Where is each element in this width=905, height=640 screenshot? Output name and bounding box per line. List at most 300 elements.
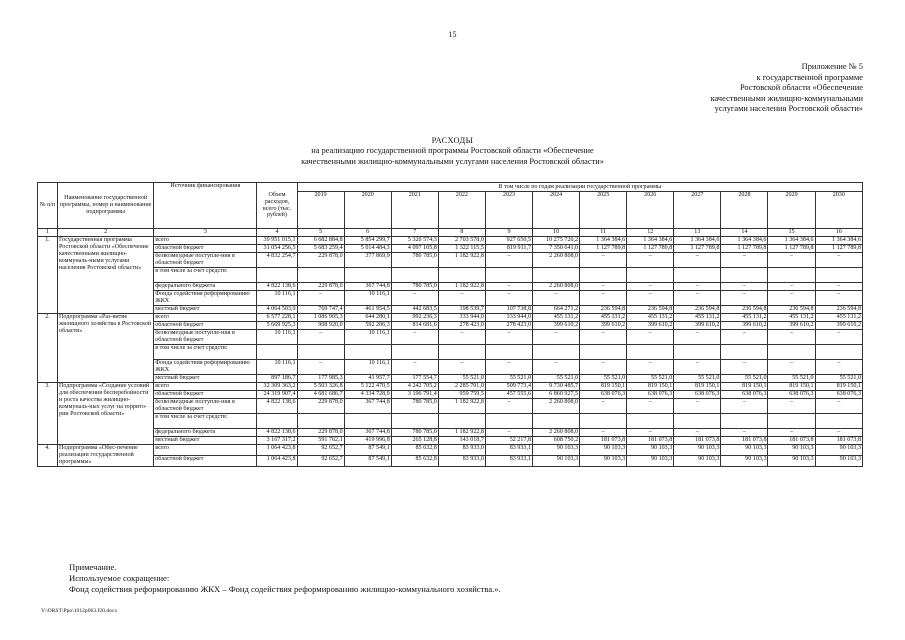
year-cell: 236 594,8 [627,306,674,314]
total-cell: 39 951 015,1 [257,237,297,245]
table-row [38,429,863,437]
year-cell: 992 236,3 [391,314,438,322]
column-index: 3 [154,229,257,237]
year-cell: 90 103,3 [580,455,627,466]
year-cell: – [485,360,532,375]
table-row [38,375,863,383]
year-cell: 85 632,8 [391,445,438,456]
year-cell: 442 683,5 [391,306,438,314]
year-cell: 4 242 705,2 [391,383,438,391]
funding-source: в том числе за счет средств: [154,414,257,429]
year-cell: – [768,330,815,345]
year-cell: – [721,360,768,375]
year-header: 2023 [485,192,532,229]
year-cell: 229 878,0 [297,399,344,414]
year-cell: 2 260 808,0 [533,399,580,414]
year-cell [768,345,815,360]
column-index: 12 [627,229,674,237]
year-cell: 181 073,8 [580,437,627,445]
year-cell: – [815,330,862,345]
year-cell: 229 878,0 [297,283,344,291]
year-cell: 1 364 384,6 [768,237,815,245]
year-cell: 5 683 259,4 [297,245,344,253]
funding-source: безвозмездные поступле-ния в областной бюджет [154,399,257,414]
table-row [38,283,863,291]
year-cell: – [721,429,768,437]
year-cell: – [721,283,768,291]
year-cell [438,268,485,283]
year-cell: 90 103,3 [768,455,815,466]
year-cell [580,268,627,283]
year-cell [721,345,768,360]
year-cell: – [438,360,485,375]
year-cell: 455 131,2 [768,314,815,322]
year-cell: – [627,283,674,291]
year-cell: 377 869,9 [344,253,391,268]
year-cell: 638 076,3 [768,391,815,399]
year-cell: 638 076,3 [674,391,721,399]
total-cell: 4 822 138,6 [257,399,297,414]
year-cell: 55 521,0 [438,375,485,383]
note-block [69,562,501,596]
year-cell: 55 521,0 [768,375,815,383]
year-cell: 780 785,0 [391,283,438,291]
funding-source: местный бюджет [154,437,257,445]
year-cell: – [768,399,815,414]
column-index: 14 [721,229,768,237]
year-cell: 265 128,8 [391,437,438,445]
year-cell: 229 878,0 [297,253,344,268]
year-cell: 55 521,0 [627,375,674,383]
year-cell: 2 260 808,0 [533,253,580,268]
table-row [38,437,863,445]
note-abbrev-text: Фонд содействия реформированию ЖКХ – Фонд содействия реформированию жилищно-коммунального хозяйства.». [69,584,501,595]
year-cell: 1 364 384,6 [674,237,721,245]
appendix-line: услугами населения Ростовской области» [714,104,863,114]
column-index: 7 [391,229,438,237]
year-cell: 1 086 905,3 [297,314,344,322]
total-cell: 4 064 503,9 [257,306,297,314]
year-cell: 819 150,1 [674,383,721,391]
column-index: 15 [768,229,815,237]
year-cell: 5 854 299,7 [344,237,391,245]
year-cell: 92 652,7 [297,455,344,466]
year-cell: – [721,253,768,268]
year-cell: 143 018,7 [438,437,485,445]
year-cell: – [533,291,580,306]
header-by-year: В том числе по годам реализации государственной программы [297,183,862,192]
column-index: 8 [438,229,485,237]
year-cell: 6 860 927,5 [533,391,580,399]
year-cell: – [297,330,344,345]
year-cell: 399 610,2 [815,322,862,330]
column-index: 5 [297,229,344,237]
year-cell: 4 334 728,9 [344,391,391,399]
year-cell: 780 785,0 [391,399,438,414]
year-cell: 55 521,0 [721,375,768,383]
year-cell: 278 423,0 [485,322,532,330]
column-index: 4 [257,229,297,237]
year-cell: 1 127 789,8 [580,245,627,253]
year-cell: 457 555,6 [485,391,532,399]
year-cell: – [815,360,862,375]
year-cell: 6 682 884,8 [297,237,344,245]
year-cell: 367 744,8 [344,429,391,437]
document-title [0,136,905,167]
year-cell: 455 131,2 [815,314,862,322]
year-cell: 333 944,0 [438,314,485,322]
year-cell: – [580,253,627,268]
total-cell: 3 167 317,2 [257,437,297,445]
year-cell: 9 730 485,7 [533,383,580,391]
year-cell: 367 744,8 [344,283,391,291]
column-index: 6 [344,229,391,237]
year-cell: 52 217,8 [485,437,532,445]
year-cell [344,268,391,283]
year-cell: 2 260 808,0 [533,283,580,291]
year-cell: 455 131,2 [627,314,674,322]
year-cell: – [768,360,815,375]
year-cell: 107 738,8 [485,306,532,314]
year-cell: 10 116,1 [344,330,391,345]
year-cell: – [438,291,485,306]
year-cell: 5 122 470,5 [344,383,391,391]
year-cell: – [674,291,721,306]
year-cell: 5 320 574,3 [391,237,438,245]
year-cell: 83 933,1 [485,455,532,466]
appendix-line: Приложение № 5 [801,62,863,71]
year-cell: 509 773,4 [485,383,532,391]
year-cell [297,414,344,429]
year-cell: – [674,253,721,268]
year-cell [438,414,485,429]
funding-source: безвозмездные поступле-ния в областной бюджет [154,330,257,345]
year-cell: – [768,291,815,306]
year-cell: – [627,291,674,306]
year-cell: – [485,330,532,345]
year-cell [533,345,580,360]
table-row [38,314,863,322]
year-cell [815,345,862,360]
total-cell: 4 832 254,7 [257,253,297,268]
year-cell: 90 103,3 [674,455,721,466]
expenses-table [37,182,863,467]
table-row [38,383,863,391]
year-cell: 638 076,3 [627,391,674,399]
year-cell: – [674,330,721,345]
year-cell: 461 954,5 [344,306,391,314]
year-cell: 181 073,8 [815,437,862,445]
year-cell: – [768,429,815,437]
year-cell: 1 182 922,8 [438,399,485,414]
year-cell: 1 322 115,5 [438,245,485,253]
year-cell: 90 103,3 [815,455,862,466]
title-line: качественными жилищно-коммунальными услугами населения Ростовской области» [301,156,604,166]
table-row [38,445,863,456]
total-cell: 4 822 138,6 [257,283,297,291]
year-header: 2030 [815,192,862,229]
row-number: 4. [38,445,58,467]
year-cell: 85 632,8 [391,455,438,466]
year-cell: 959 759,5 [438,391,485,399]
appendix-line: к государственной программе [756,72,863,82]
year-cell: 198 539,7 [438,306,485,314]
year-cell: 1 364 384,6 [815,237,862,245]
year-cell: 769 747,4 [297,306,344,314]
year-cell: 5 014 484,3 [344,245,391,253]
year-cell: – [674,429,721,437]
year-cell: 7 350 641,0 [533,245,580,253]
funding-source: областной бюджет [154,322,257,330]
year-cell: 177 985,3 [297,375,344,383]
year-cell: 455 131,2 [674,314,721,322]
year-cell: 591 762,1 [297,437,344,445]
year-cell: – [627,330,674,345]
year-cell: 1 364 384,6 [721,237,768,245]
year-cell: 90 103,3 [533,455,580,466]
program-name: Государственная программа Ростовской области «Обеспечение качественными жилищно-коммуналь-ными услугами населения Ростовской области» [58,237,154,314]
funding-source: всего [154,314,257,322]
year-cell: 2 703 578,0 [438,237,485,245]
year-cell [485,268,532,283]
year-cell: 55 521,0 [580,375,627,383]
year-cell: 278 423,0 [438,322,485,330]
year-cell: 1 127 789,8 [674,245,721,253]
year-cell: 1 182 922,8 [438,283,485,291]
year-cell: – [580,291,627,306]
year-cell: 4 681 686,7 [297,391,344,399]
year-cell [391,345,438,360]
note-title: Примечание. [69,562,117,572]
year-cell: 1 127 789,8 [815,245,862,253]
year-cell: – [580,330,627,345]
year-cell [721,268,768,283]
funding-source: местный бюджет [154,375,257,383]
file-path-footer: Y:\ORST\Ppo\1012p063.f20.docx [41,608,118,614]
year-cell: – [533,330,580,345]
year-cell: 592 206,3 [344,322,391,330]
total-cell: 24 319 907,4 [257,391,297,399]
year-header: 2025 [580,192,627,229]
year-cell: 1 127 789,8 [721,245,768,253]
funding-source: федерального бюджета [154,283,257,291]
year-cell: 181 073,8 [768,437,815,445]
table-row [38,330,863,345]
funding-source: в том числе за счет средств: [154,345,257,360]
year-cell: 419 996,8 [344,437,391,445]
year-cell: 814 681,6 [391,322,438,330]
year-cell: 229 878,0 [297,429,344,437]
year-cell: – [674,360,721,375]
year-cell: 780 785,0 [391,253,438,268]
funding-source: в том числе за счет средств: [154,268,257,283]
year-cell: 399 610,2 [768,322,815,330]
year-cell: 87 549,1 [344,455,391,466]
year-cell: 5 503 326,8 [297,383,344,391]
year-cell: 333 944,0 [485,314,532,322]
total-cell: 4 822 138,6 [257,429,297,437]
year-cell: 236 594,8 [674,306,721,314]
funding-source: Фонда содействия реформированию ЖКХ [154,360,257,375]
year-cell: 90 103,3 [533,445,580,456]
funding-source: федерального бюджета [154,429,257,437]
funding-source: всего [154,445,257,456]
year-cell [627,414,674,429]
table-row [38,268,863,283]
year-cell: 367 744,8 [344,399,391,414]
row-number: 2. [38,314,58,383]
year-cell: 90 103,3 [580,445,627,456]
table-row [38,322,863,330]
year-cell: – [580,429,627,437]
year-cell: 236 594,8 [721,306,768,314]
year-cell [674,345,721,360]
row-number: 1. [38,237,58,314]
year-cell [768,414,815,429]
note-abbrev-label: Используемое сокращение: [69,573,170,584]
title-main: РАСХОДЫ [431,136,474,145]
year-cell: 55 521,0 [674,375,721,383]
year-cell: – [627,253,674,268]
column-index-row [38,229,863,237]
total-cell [257,414,297,429]
year-cell: 177 554,7 [391,375,438,383]
year-cell: – [485,291,532,306]
total-cell: 897 186,7 [257,375,297,383]
table-row [38,399,863,414]
year-cell: 780 785,0 [391,429,438,437]
year-cell: 819 911,7 [485,245,532,253]
year-cell: 3 196 791,4 [391,391,438,399]
year-cell: – [721,291,768,306]
year-cell: 819 150,1 [627,383,674,391]
year-cell: – [485,399,532,414]
table-row [38,345,863,360]
year-header: 2027 [674,192,721,229]
year-cell [533,268,580,283]
funding-source: безвозмездные поступле-ния в областной бюджет [154,253,257,268]
column-index: 13 [674,229,721,237]
year-cell: – [391,360,438,375]
total-cell: 10 116,1 [257,330,297,345]
total-cell: 1 064 423,8 [257,455,297,466]
year-cell [438,345,485,360]
year-cell: 55 521,0 [485,375,532,383]
year-cell: 181 073,8 [627,437,674,445]
total-cell: 32 309 363,2 [257,383,297,391]
total-cell: 10 116,1 [257,360,297,375]
year-cell: 4 097 105,8 [391,245,438,253]
appendix-line: Ростовской области «Обеспечение [739,83,863,93]
year-cell [580,414,627,429]
year-cell: 1 364 384,6 [627,237,674,245]
year-cell: – [721,330,768,345]
funding-source: областной бюджет [154,245,257,253]
year-header: 2029 [768,192,815,229]
year-cell: 819 150,1 [768,383,815,391]
column-index: 10 [533,229,580,237]
year-cell: 90 103,3 [721,445,768,456]
year-cell: 83 933,0 [438,445,485,456]
program-name: Подпрограмма «Обес-печение реализации государственной программы» [58,445,154,467]
funding-source: всего [154,383,257,391]
year-cell [768,268,815,283]
year-cell: 908 920,0 [297,322,344,330]
year-cell: 399 610,2 [721,322,768,330]
year-cell: – [533,360,580,375]
year-cell: 90 103,3 [627,455,674,466]
year-cell: 83 933,0 [438,455,485,466]
year-cell: – [815,429,862,437]
program-name: Подпрограмма «Раз-витие жилищного хозяйства в Ростовской области» [58,314,154,383]
year-cell [485,414,532,429]
funding-source: местный бюджет [154,306,257,314]
year-cell: – [485,429,532,437]
year-cell: 236 594,8 [580,306,627,314]
table-row [38,414,863,429]
year-cell: 90 103,3 [627,445,674,456]
year-cell: 638 076,3 [580,391,627,399]
appendix-caption [623,62,863,115]
table-row [38,306,863,314]
year-cell [533,414,580,429]
year-cell [815,414,862,429]
year-cell: – [391,291,438,306]
year-cell: 90 103,3 [815,445,862,456]
year-cell [297,268,344,283]
header-num: № п/п [38,183,58,229]
year-cell [627,345,674,360]
year-header: 2019 [297,192,344,229]
year-cell: 181 073,8 [674,437,721,445]
year-cell: – [627,360,674,375]
year-cell: 1 127 789,8 [768,245,815,253]
year-cell: – [768,283,815,291]
year-cell: – [721,399,768,414]
year-cell: 455 131,2 [721,314,768,322]
year-cell: 819 150,1 [815,383,862,391]
year-cell: 10 116,1 [344,291,391,306]
year-cell: 399 610,2 [533,322,580,330]
year-cell: 664 271,2 [533,306,580,314]
year-cell: – [485,253,532,268]
year-cell: 638 076,3 [815,391,862,399]
year-cell: – [391,330,438,345]
total-cell: 10 116,1 [257,291,297,306]
total-cell: 5 669 925,3 [257,322,297,330]
year-cell: 87 549,1 [344,445,391,456]
year-header: 2026 [627,192,674,229]
table-row [38,291,863,306]
year-cell: 55 521,0 [815,375,862,383]
year-cell: 41 957,7 [344,375,391,383]
year-header: 2024 [533,192,580,229]
year-cell: 10 275 720,2 [533,237,580,245]
year-cell: 399 610,2 [674,322,721,330]
total-cell [257,345,297,360]
year-cell: 608 750,2 [533,437,580,445]
year-cell: 644 280,1 [344,314,391,322]
column-index: 2 [58,229,154,237]
year-cell: 92 652,7 [297,445,344,456]
year-cell: 1 182 922,8 [438,429,485,437]
year-header: 2020 [344,192,391,229]
year-cell: – [627,399,674,414]
year-cell: 2 260 808,0 [533,429,580,437]
page-number: 15 [448,30,457,39]
table-row [38,237,863,245]
year-cell [674,268,721,283]
